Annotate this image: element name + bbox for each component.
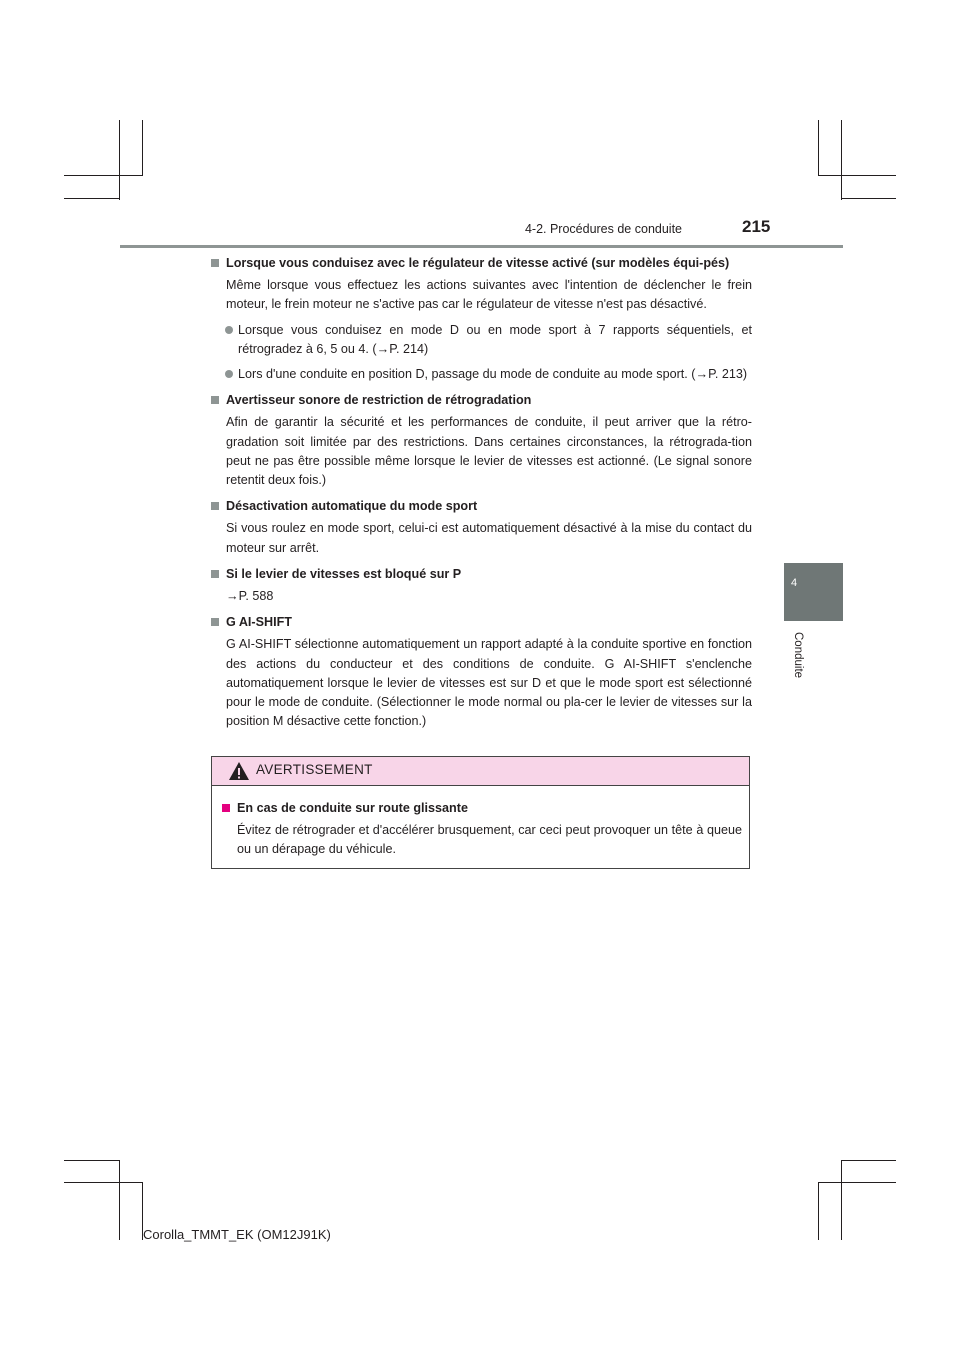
crop-mark xyxy=(818,1182,896,1183)
section-heading: Désactivation automatique du mode sport xyxy=(226,499,478,514)
square-bullet-icon xyxy=(222,804,230,812)
main-content xyxy=(211,254,752,738)
square-bullet-icon xyxy=(211,396,219,404)
round-bullet-icon xyxy=(225,370,233,378)
list-item xyxy=(211,321,752,359)
chapter-tab xyxy=(784,563,843,621)
crop-mark xyxy=(64,175,142,176)
list-item xyxy=(211,365,752,384)
warning-content xyxy=(222,799,742,860)
warning-title: AVERTISSEMENT xyxy=(256,762,373,777)
section-body: Si vous roulez en mode sport, celui-ci est automatiquement désactivé à la mise du contact du moteur sur arrêt. xyxy=(226,521,752,555)
section-shift-locked xyxy=(211,565,752,606)
header-rule xyxy=(120,245,843,248)
section-heading: Avertisseur sonore de restriction de rétrogradation xyxy=(226,393,532,408)
warning-header xyxy=(212,757,749,786)
page-reference: →P. 588 xyxy=(226,589,274,604)
section-heading: G AI-SHIFT xyxy=(226,615,292,630)
crop-mark xyxy=(841,1160,842,1240)
chapter-number: 4 xyxy=(791,577,798,589)
list-item-text: Lors d'une conduite en position D, passage du mode de conduite au mode sport. (→P. 213) xyxy=(238,367,748,382)
section-heading: Si le levier de vitesses est bloqué sur P xyxy=(226,566,462,581)
section-heading: Lorsque vous conduisez avec le régulateur de vitesse activé (sur modèles équi-pés) xyxy=(226,256,730,270)
square-bullet-icon xyxy=(211,618,219,626)
crop-mark xyxy=(818,120,819,176)
section-downshift-buzzer xyxy=(211,391,752,490)
section-body: Afin de garantir la sécurité et les performances de conduite, il peut arriver que la rétro-gradation soit limitée par des restrictions. Dans certaines circonstances, la rétrograda-tion peut ne pas être possible même lorsque le levier de vitesses est actionné. (Le signal sonore retentit deux fois.) xyxy=(226,415,752,488)
section-title: 4-2. Procédures de conduite xyxy=(524,222,682,236)
section-body: Même lorsque vous effectuez les actions suivantes avec l'intention de déclencher le frein moteur, le frein moteur ne s'active pas car le régulateur de vitesse n'est pas désactivé. xyxy=(226,278,752,312)
square-bullet-icon xyxy=(211,502,219,510)
crop-mark xyxy=(64,198,120,199)
crop-mark xyxy=(64,1182,142,1183)
crop-mark xyxy=(119,1160,120,1240)
section-engine-brake xyxy=(211,254,752,384)
crop-mark xyxy=(818,1182,819,1240)
warning-text: Évitez de rétrograder et d'accélérer brusquement, car ceci peut provoquer un tête à queue ou un dérapage du véhicule. xyxy=(237,823,742,857)
crop-mark xyxy=(841,198,896,199)
crop-mark xyxy=(119,120,120,200)
crop-mark xyxy=(818,175,896,176)
section-sport-mode-off xyxy=(211,497,752,558)
warning-box xyxy=(211,756,750,869)
chapter-label: Conduite xyxy=(792,632,804,679)
square-bullet-icon xyxy=(211,570,219,578)
square-bullet-icon xyxy=(211,259,219,267)
page-number: 215 xyxy=(742,217,771,236)
section-g-ai-shift xyxy=(211,613,752,731)
crop-mark xyxy=(841,1160,896,1161)
warning-heading: En cas de conduite sur route glissante xyxy=(237,801,468,815)
footer-doc-id: Corolla_TMMT_EK (OM12J91K) xyxy=(143,1227,331,1242)
crop-mark xyxy=(64,1160,120,1161)
crop-mark xyxy=(841,120,842,200)
warning-triangle-icon xyxy=(228,761,250,781)
crop-mark xyxy=(142,120,143,176)
list-item-text: Lorsque vous conduisez en mode D ou en mode sport à 7 rapports séquentiels, et rétrogradez à 6, 5 ou 4. (→P. 214) xyxy=(238,322,752,356)
section-body: G AI-SHIFT sélectionne automatiquement un rapport adapté à la conduite sportive en fonction des actions du conducteur et des conditions de conduite. G AI-SHIFT s'enclenche automatiquement lorsque le levier de vitesses est sur D et que le mode sport est sélectionné pour le mode de conduite. (Sélectionner le mode normal ou pla-cer le levier de vitesses sur la position M désactive cette fonction.) xyxy=(226,637,752,729)
round-bullet-icon xyxy=(225,326,233,334)
